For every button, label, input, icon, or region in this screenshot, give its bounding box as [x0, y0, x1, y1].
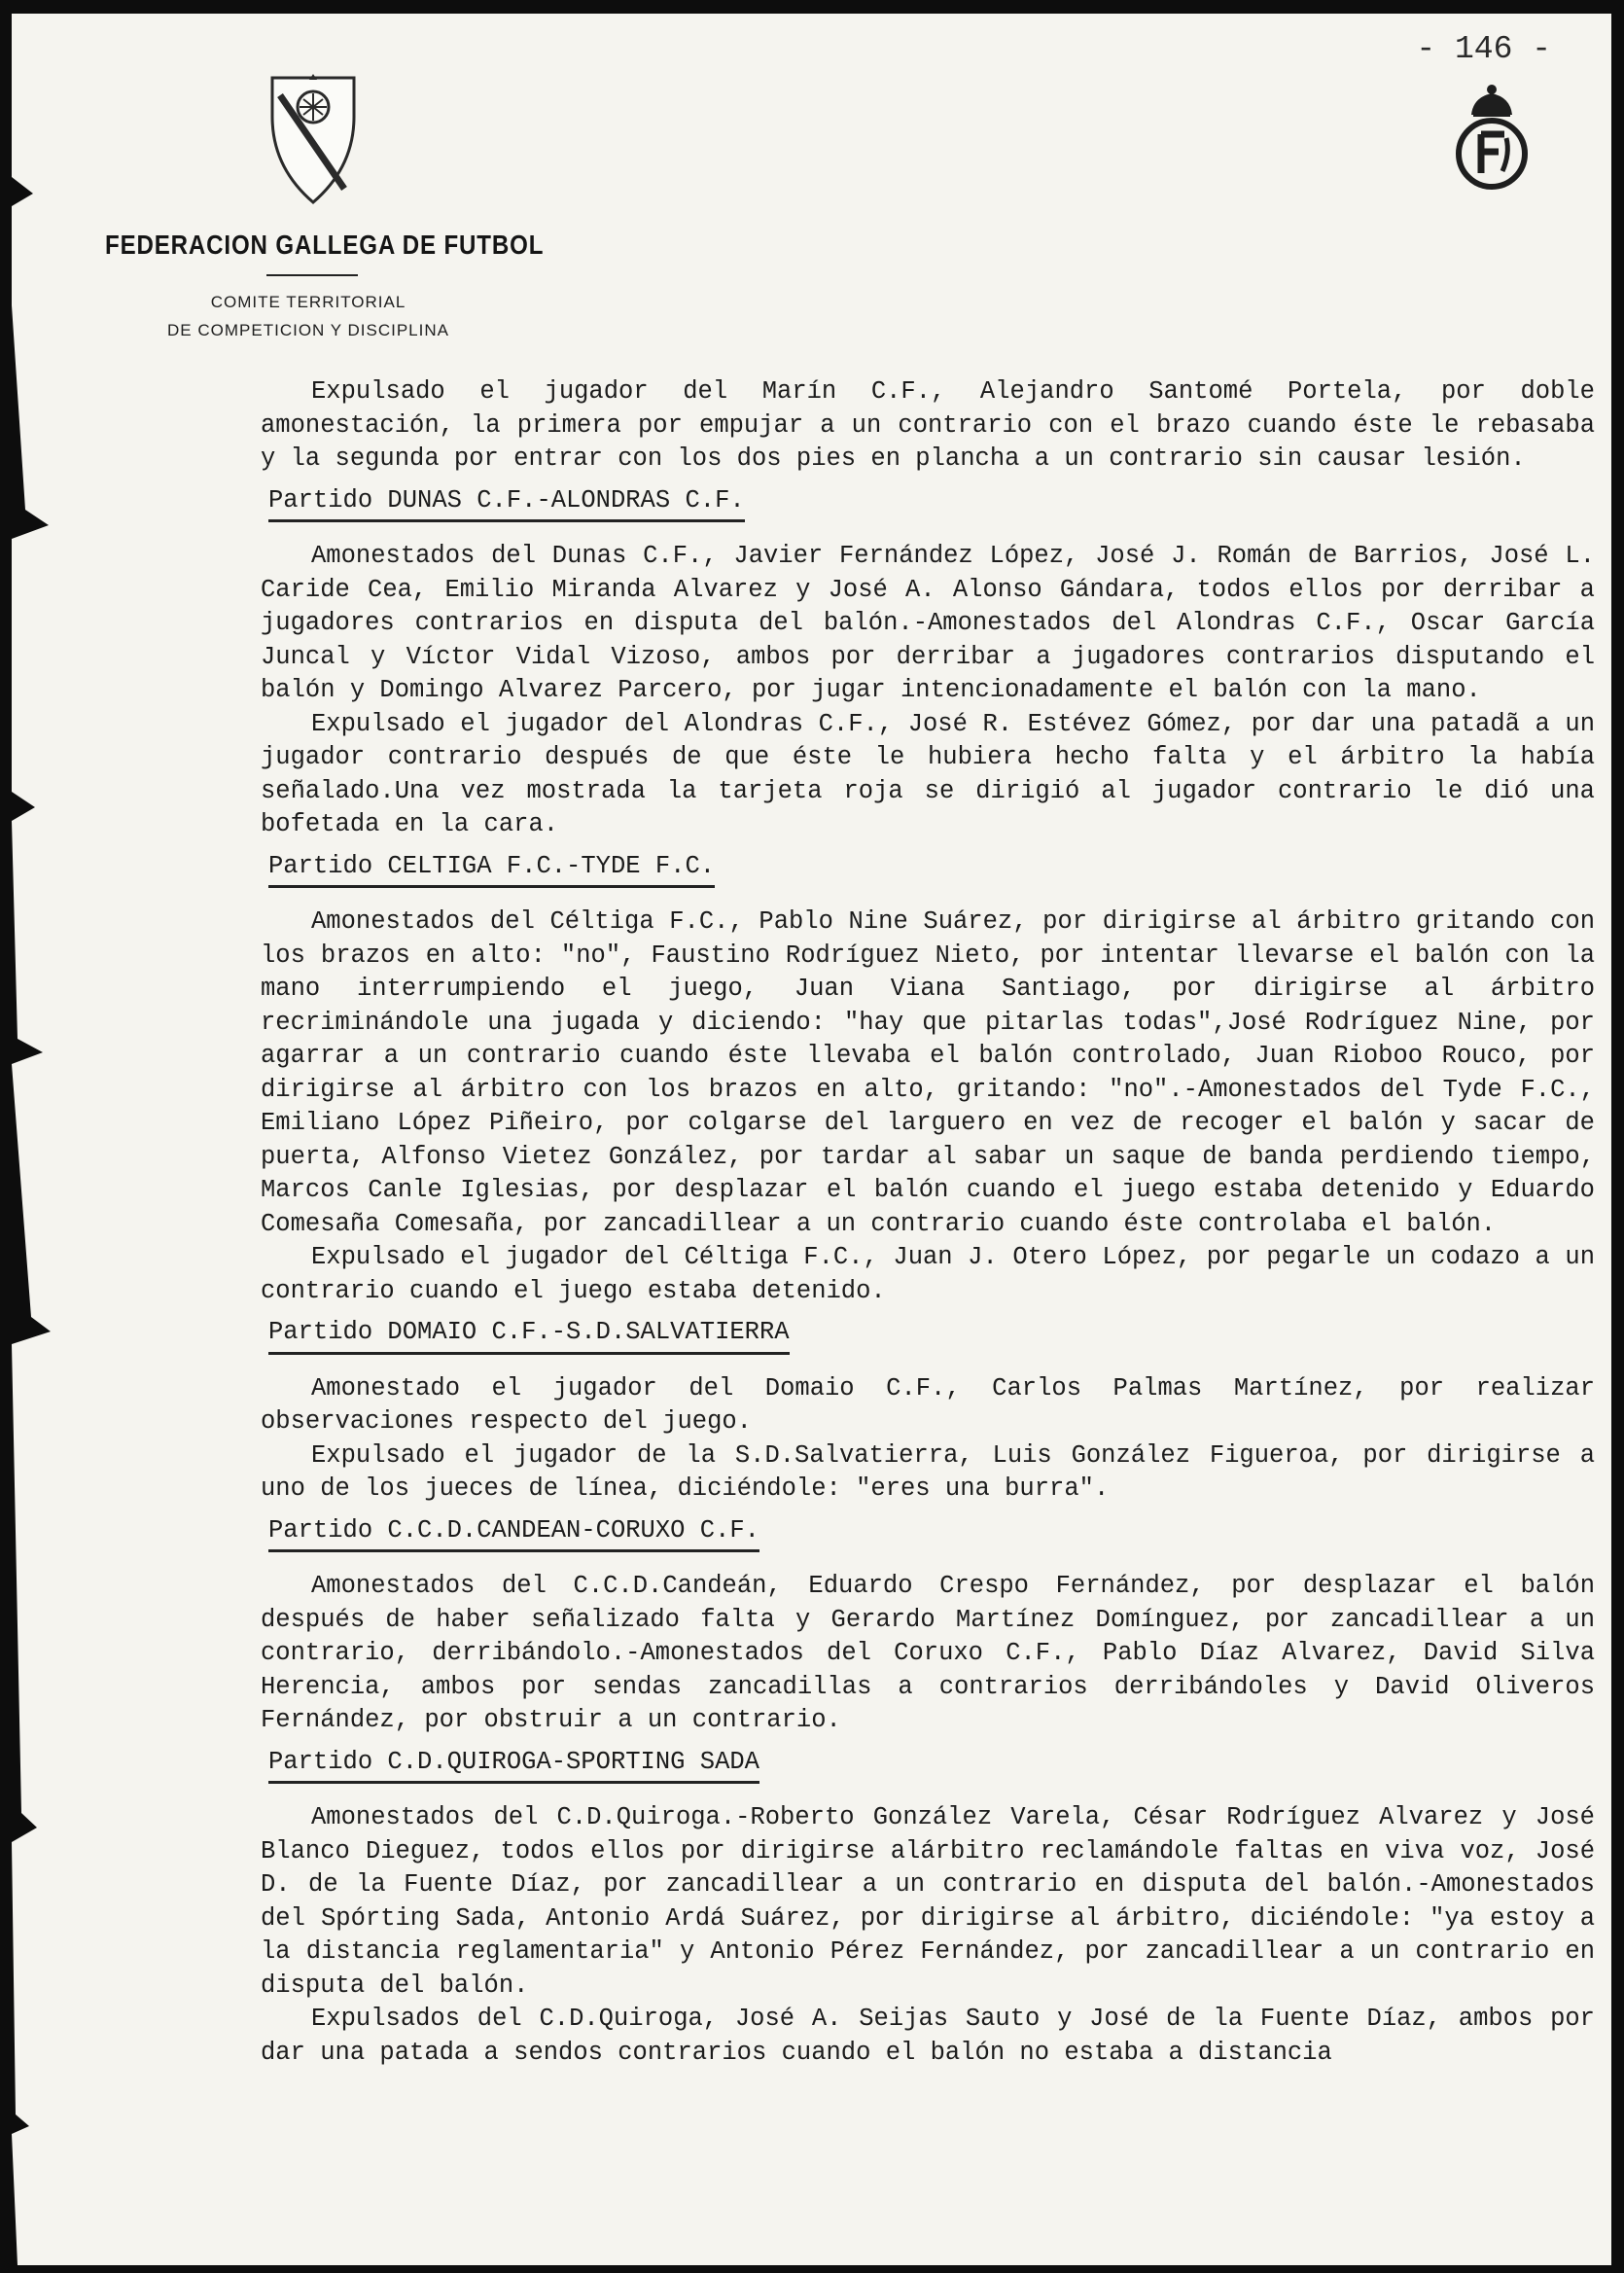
committee-line-1: COMITE TERRITORIAL	[210, 293, 406, 311]
paragraph: Expulsado el jugador del Céltiga F.C., Juan J. Otero López, por pegarle un codazo a un contrario cuando el juego estaba detenido.	[261, 1243, 1595, 1305]
paragraph: Amonestados del C.D.Quiroga.-Roberto González Varela, César Rodríguez Alvarez y José Blanco Dieguez, todos ellos por dirigirse alárbitro reclamándole faltas en viva voz, José D. de la Fuente Díaz, por zancadillear a un contrario en disputa del balón.-Amonestados del Spórting Sada, Antonio Ardá Suárez, por dirigirse al árbitro, diciéndole: "ya estoy a la distancia reglamentaria" y Antonio Pérez Fernández, por zancadillear a un contrario en disputa del balón.	[261, 1803, 1595, 2000]
match-heading: Partido CELTIGA F.C.-TYDE F.C.	[268, 850, 715, 889]
match-heading: Partido DUNAS C.F.-ALONDRAS C.F.	[268, 484, 745, 523]
page-number: - 146 -	[1416, 31, 1551, 67]
federation-crest-icon	[270, 74, 356, 206]
paragraph: Amonestados del Céltiga F.C., Pablo Nine Suárez, por dirigirse al árbitro gritando con los brazos en alto: "no", Faustino Rodríguez Nieto, por intentar llevarse el balón con la mano interrumpiendo el juego, Juan Viana Santiago, por dirigirse al árbitro recriminándole una jugada y diciendo: "hay que pitarlas todas",José Rodríguez Nine, por agarrar a un contrario cuando éste llevaba el balón controlado, Juan Rioboo Rouco, por dirigirse al árbitro con los brazos en alto, gritando: "no".-Amonestados del Tyde F.C., Emiliano López Piñeiro, por colgarse del larguero en vez de recoger el balón y sacar de puerta, Alfonso Vietez González, por tardar al sabar un saque de banda perdiendo tiempo, Marcos Canle Iglesias, por desplazar el balón cuando el juego estaba detenido y Eduardo Comesaña Comesaña, por zancadillear a un contrario cuando éste controlaba el balón.	[261, 907, 1595, 1238]
paragraph: Expulsado el jugador de la S.D.Salvatierra, Luis González Figueroa, por dirigirse a uno de los jueces de línea, diciéndole: "eres una burra".	[261, 1440, 1595, 1503]
paragraph: Expulsados del C.D.Quiroga, José A. Seijas Sauto y José de la Fuente Díaz, ambos por dar una patada a sendos contrarios cuando el balón no estaba a distancia	[261, 2005, 1595, 2067]
paragraph: Amonestados del C.C.D.Candeán, Eduardo Crespo Fernández, por desplazar el balón después de haber señalizado falta y Gerardo Martínez Domínguez, por zancadillear a un contrario, derribándolo.-Amonestados del Coruxo C.F., Pablo Díaz Alvarez, David Silva Herencia, ambos por sendas zancadillas a contrarios derribándoles y David Oliveros Fernández, por obstruir a un contrario.	[261, 1572, 1595, 1734]
document-body	[261, 375, 1595, 2070]
committee-line-2: DE COMPETICION Y DISCIPLINA	[167, 321, 449, 339]
document-page	[12, 14, 1611, 2265]
paragraph: Amonestado el jugador del Domaio C.F., Carlos Palmas Martínez, por realizar observaciones respecto del juego.	[261, 1373, 1595, 1436]
royal-federation-emblem-icon	[1452, 80, 1532, 195]
paragraph: Expulsado el jugador del Alondras C.F., José R. Estévez Gómez, por dar una patadã a un jugador contrario después de que éste le hubiera hecho falta y el árbitro la había señalado.Una vez mostrada la tarjeta roja se dirigió al jugador contrario le dió una bofetada en la cara.	[261, 709, 1595, 838]
match-heading: Partido DOMAIO C.F.-S.D.SALVATIERRA	[268, 1316, 790, 1355]
paragraph: Amonestados del Dunas C.F., Javier Fernández López, José J. Román de Barrios, José L. Caride Cea, Emilio Miranda Alvarez y José A. Alonso Gándara, todos ellos por derribar a jugadores contrarios en disputa del balón.-Amonestados del Alondras C.F., Oscar García Juncal y Víctor Vidal Vizoso, ambos por derribar a jugadores contrarios disputando el balón y Domingo Alvarez Parcero, por jugar intencionadamente el balón con la mano.	[261, 542, 1595, 704]
paragraph: Expulsado el jugador del Marín C.F., Alejandro Santomé Portela, por doble amonestación, la primera por empujar a un contrario con el brazo cuando éste le rebasaba y la segunda por entrar con los dos pies en plancha a un contrario sin causar lesión.	[261, 377, 1595, 473]
header-divider	[266, 274, 358, 276]
match-heading: Partido C.D.QUIROGA-SPORTING SADA	[268, 1746, 759, 1785]
organization-name: FEDERACION GALLEGA DE FUTBOL	[105, 230, 545, 260]
torn-edge	[12, 14, 70, 2265]
match-heading: Partido C.C.D.CANDEAN-CORUXO C.F.	[268, 1514, 759, 1553]
